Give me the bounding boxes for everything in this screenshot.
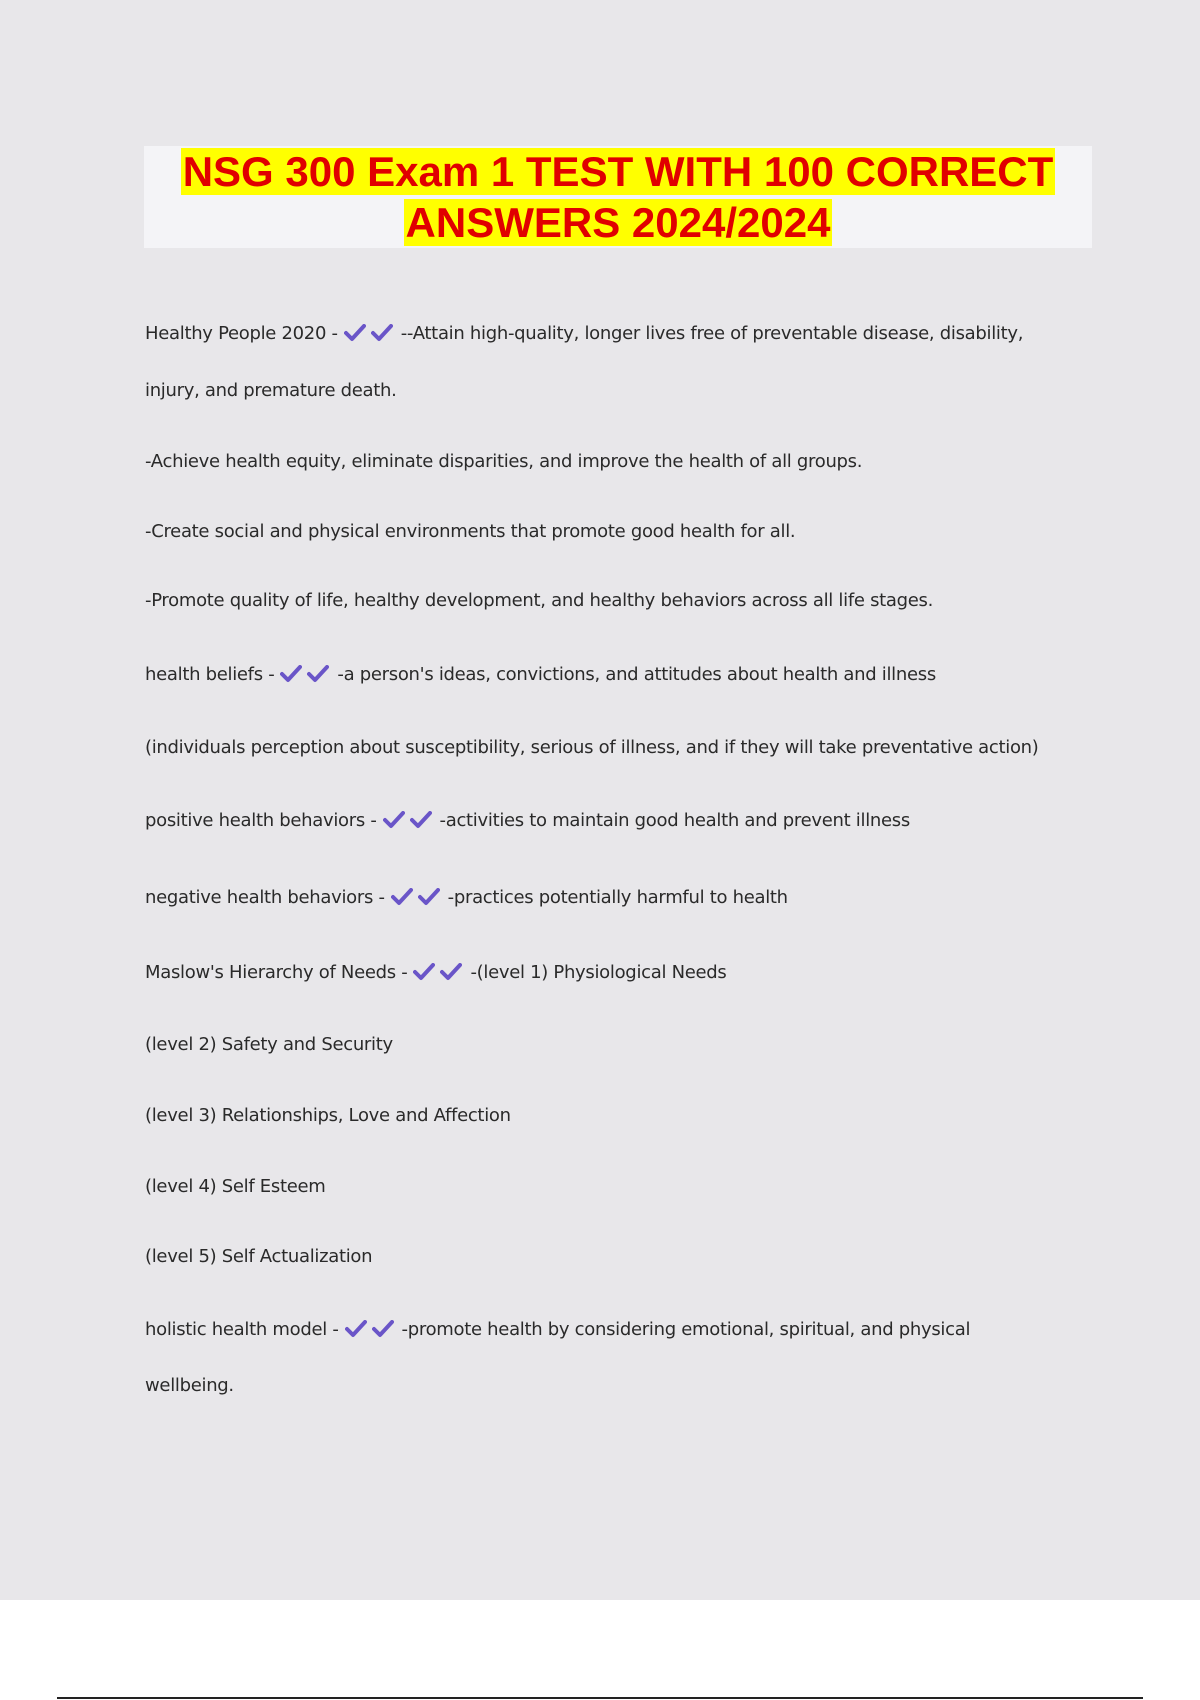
entry-line bbox=[145, 520, 795, 544]
entry-text: -promote health by considering emotional, spiritual, and physical bbox=[401, 1319, 971, 1340]
entry-line bbox=[145, 1374, 234, 1398]
entry-text: (individuals perception about susceptibility, serious of illness, and if they will take preventative action) bbox=[145, 737, 1039, 758]
entry-line bbox=[145, 809, 910, 833]
checkmark-icon bbox=[413, 963, 435, 981]
entry-line bbox=[145, 961, 727, 985]
entry-text: (level 2) Safety and Security bbox=[145, 1034, 393, 1055]
checkmark-icon bbox=[344, 324, 366, 342]
entry-line bbox=[145, 1245, 372, 1269]
entry-line bbox=[145, 379, 397, 403]
checkmark-icon bbox=[371, 324, 393, 342]
entry-text: wellbeing. bbox=[145, 1375, 234, 1396]
entry-line bbox=[145, 736, 1039, 760]
entry-text: -practices potentially harmful to health bbox=[447, 887, 788, 908]
entry-term: Healthy People 2020 - bbox=[145, 323, 338, 344]
check-pair bbox=[344, 322, 398, 346]
entry-text: --Attain high-quality, longer lives free of preventable disease, disability, bbox=[400, 323, 1024, 344]
entry-text: -a person's ideas, convictions, and attitudes about health and illness bbox=[337, 664, 936, 685]
checkmark-icon bbox=[307, 665, 329, 683]
checkmark-icon bbox=[383, 811, 405, 829]
entry-line bbox=[145, 1318, 970, 1342]
check-pair bbox=[391, 886, 445, 910]
entry-term: negative health behaviors - bbox=[145, 887, 385, 908]
entry-term: holistic health model - bbox=[145, 1319, 339, 1340]
checkmark-icon bbox=[391, 888, 413, 906]
checkmark-icon bbox=[418, 888, 440, 906]
entry-text: (level 4) Self Esteem bbox=[145, 1176, 326, 1197]
checkmark-icon bbox=[410, 811, 432, 829]
checkmark-icon bbox=[372, 1320, 394, 1338]
entry-text: -Achieve health equity, eliminate disparities, and improve the health of all groups. bbox=[145, 451, 863, 472]
entry-text: -Promote quality of life, healthy development, and healthy behaviors across all life stages. bbox=[145, 590, 934, 611]
entry-term: positive health behaviors - bbox=[145, 810, 377, 831]
entry-line bbox=[145, 450, 862, 474]
title-line-1: NSG 300 Exam 1 TEST WITH 100 CORRECT bbox=[182, 148, 1054, 195]
entry-text: -Create social and physical environments that promote good health for all. bbox=[145, 521, 796, 542]
entry-text: -activities to maintain good health and prevent illness bbox=[439, 810, 910, 831]
entry-line bbox=[145, 1033, 393, 1057]
entry-text: -(level 1) Physiological Needs bbox=[470, 962, 727, 983]
footer-divider bbox=[57, 1697, 1143, 1699]
check-pair bbox=[383, 809, 437, 833]
entry-line bbox=[145, 663, 936, 687]
checkmark-icon bbox=[440, 963, 462, 981]
check-pair bbox=[280, 663, 334, 687]
entry-line bbox=[145, 322, 1023, 346]
entry-text: (level 5) Self Actualization bbox=[145, 1246, 373, 1267]
checkmark-icon bbox=[345, 1320, 367, 1338]
entry-line bbox=[145, 886, 788, 910]
entry-line bbox=[145, 1175, 326, 1199]
check-pair bbox=[345, 1318, 399, 1342]
document-title bbox=[144, 146, 1092, 248]
entry-text: (level 3) Relationships, Love and Affection bbox=[145, 1105, 511, 1126]
title-line-2: ANSWERS 2024/2024 bbox=[405, 199, 831, 246]
checkmark-icon bbox=[280, 665, 302, 683]
entry-line bbox=[145, 1104, 511, 1128]
entry-line bbox=[145, 589, 933, 613]
entry-text: injury, and premature death. bbox=[145, 380, 397, 401]
entry-term: Maslow's Hierarchy of Needs - bbox=[145, 962, 408, 983]
check-pair bbox=[413, 961, 467, 985]
entry-term: health beliefs - bbox=[145, 664, 275, 685]
